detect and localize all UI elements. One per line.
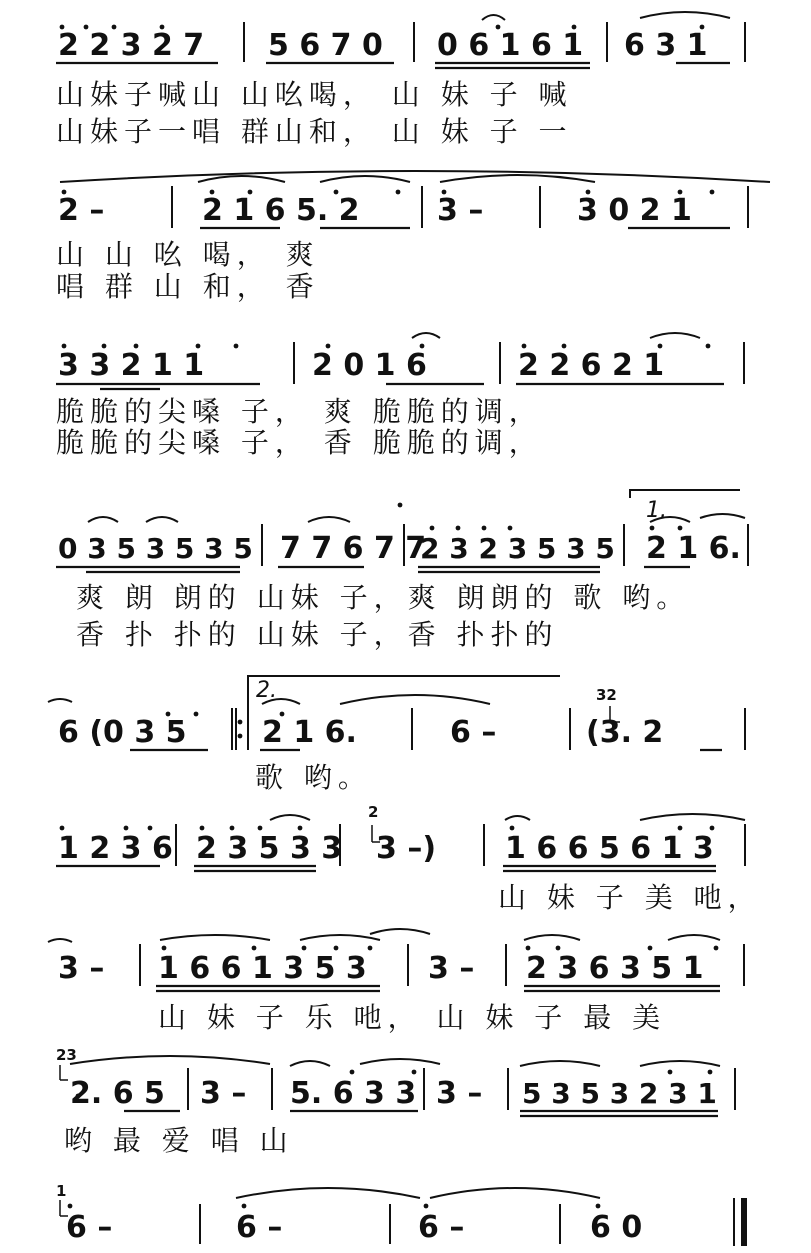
octave-dot-163 [668,1070,673,1075]
slur-72 [700,514,745,518]
row5-measure3: 6 – [450,715,497,750]
octave-dot-162 [412,1070,417,1075]
octave-dot-75 [456,526,461,531]
slur-25 [60,171,770,182]
row9-grace-notes: 1 [56,1182,67,1200]
slur-159 [520,1061,600,1066]
row8-measure5: 5 3 5 3 2 3 1 [522,1077,717,1110]
octave-dot-79 [678,526,683,531]
row6-measure2: 2 3 5 3 3 [196,831,343,866]
row1-measure2: 5 6 7 0 [268,28,383,63]
octave-dot-116 [230,826,235,831]
octave-dot-74 [430,526,435,531]
octave-dot-121 [710,826,715,831]
octave-dot-113 [124,826,129,831]
octave-dot-86 [238,720,243,725]
octave-dot-141 [334,946,339,951]
octave-dot-77 [508,526,513,531]
row7-measure2: 1 6 6 1 3 5 3 [158,951,367,986]
octave-dot-115 [200,826,205,831]
row3-lyric-verse2: 脆脆的尖嗓 子， 香 脆脆的调， [56,426,543,459]
row8-grace-notes: 23 [56,1046,77,1064]
octave-dot-76 [482,526,487,531]
slur-158 [360,1059,440,1064]
slur-28 [440,175,595,182]
row6-grace-notes: 2 [368,803,379,821]
octave-dot-145 [648,946,653,951]
octave-dot-112 [60,826,65,831]
volta-bracket-73 [630,490,740,498]
row8-measure2: 3 – [200,1076,247,1111]
row3-measure2: 2 0 1 6 [312,348,427,383]
row7-measure4: 2 3 6 3 5 1 [526,951,704,986]
row4-lyric-verse1: 爽 朗 朗的 山妹 子，爽 朗朗的 歌 哟。 [76,581,691,614]
slur-134 [300,935,380,940]
row8-lyric: 哟 最 爱 唱 山 [64,1124,294,1157]
octave-dot-142 [368,946,373,951]
row1-lyric-verse1: 山妹子喊山 山吆喝， 山 妹 子 喊 [56,78,573,111]
row1-lyric-verse2: 山妹子一唱 群山和， 山 妹 子 一 [56,115,573,148]
octave-dot-175 [68,1204,73,1209]
row5-measure1: 6 (0 3 5 [58,715,187,750]
row4-measure3: 2 3 2 3 5 3 5 [420,532,615,565]
slur-135 [370,929,430,934]
row5-grace-notes: 32 [596,686,617,704]
octave-dot-57 [706,344,711,349]
slur-173 [236,1188,420,1198]
octave-dot-37 [710,190,715,195]
row6-measure3: 3 –) [376,831,437,866]
slur-10 [640,12,730,18]
octave-dot-119 [510,826,515,831]
row7-lyric: 山 妹 子 乐 吔， 山 妹 子 最 美 [158,1001,667,1034]
slur-136 [524,935,580,940]
slur-46 [650,333,700,338]
octave-dot-138 [162,946,167,951]
octave-dot-139 [252,946,257,951]
octave-dot-78 [650,526,655,531]
slur-160 [640,1061,720,1066]
slur-69 [146,517,178,522]
octave-dot-114 [148,826,153,831]
row6-measure4: 1 6 6 5 6 1 3 [505,831,714,866]
slur-26 [198,176,285,182]
slur-93 [340,695,490,704]
octave-dot-176 [242,1204,247,1209]
octave-dot-177 [424,1204,429,1209]
octave-dot-146 [714,946,719,951]
row2-lyric-verse2: 唱 群 山 和， 香 [56,270,320,303]
slur-133 [160,935,270,940]
row7-measure1: 3 – [58,951,105,986]
slur-68 [88,517,118,522]
row5-lyric: 歌 哟。 [255,761,372,794]
row7-measure3: 3 – [428,951,475,986]
row2-measure4: 3 0 2 1 [577,193,692,228]
row9-measure2: 6 – [236,1210,283,1245]
row1-measure4: 6 3 1 [624,28,708,63]
octave-dot-96 [194,712,199,717]
row2-measure2: 2 1 6 5. 2 [202,193,360,228]
slur-157 [290,1061,330,1066]
slur-27 [320,176,410,182]
octave-dot-51 [234,344,239,349]
row5-measure2: 2 1 6. [262,715,357,750]
row4-measure2: 7 7 6 7 7 [280,531,427,566]
row4-measure4: 2 1 6. [646,531,741,566]
row1-measure3: 0 6 1 6 1 [437,28,584,63]
row9-measure1: 6 – [66,1210,113,1245]
row2-measure3: 3 – [437,193,484,228]
row3-lyric-verse1: 脆脆的尖嗓 子， 爽 脆脆的调， [56,395,543,428]
octave-dot-117 [258,826,263,831]
row8-measure3: 5. 6 3 3 [290,1076,417,1111]
row5-volta-number: 2. [256,678,277,703]
row1-measure1: 2 2 3 2 7 [58,28,205,63]
octave-dot-143 [526,946,531,951]
slur-111 [640,814,745,820]
slur-156 [70,1056,270,1064]
octave-dot-181 [398,503,403,508]
row5-measure4: (3. 2 [586,715,664,750]
row3-measure3: 2 2 6 2 1 [518,348,665,383]
octave-dot-161 [350,1070,355,1075]
octave-dot-140 [302,946,307,951]
row6-measure1: 1 2 3 6 [58,831,173,866]
octave-dot-87 [238,734,243,739]
volta-bracket-88 [248,676,560,690]
row4-measure1: 0 3 5 3 5 3 5 [58,532,253,565]
octave-dot-164 [708,1070,713,1075]
row2-measure1: 2 – [58,193,105,228]
row8-measure1: 2. 6 5 [70,1076,165,1111]
octave-dot-144 [556,946,561,951]
slur-109 [270,815,310,820]
slur-174 [430,1188,600,1198]
slur-110 [505,816,530,820]
row3-measure1: 3 3 2 1 1 [58,348,205,383]
row4-volta-number: 1. [646,498,667,523]
slur-45 [412,333,440,338]
slur-9 [482,15,505,20]
row9-measure4: 6 0 [590,1210,643,1245]
slur-137 [668,935,720,940]
octave-dot-120 [678,826,683,831]
slur-70 [308,517,350,522]
row6-lyric: 山 妹 子 美 吔， [498,881,762,914]
row8-measure4: 3 – [436,1076,483,1111]
row2-lyric-verse1: 山 山 吆 喝， 爽 [56,238,320,271]
row4-lyric-verse2: 香 扑 扑的 山妹 子，香 扑扑的 [76,618,559,651]
octave-dot-118 [298,826,303,831]
row9-measure3: 6 – [418,1210,465,1245]
octave-dot-178 [596,1204,601,1209]
slur-132 [48,939,72,942]
slur-94 [48,699,72,702]
octave-dot-33 [396,190,401,195]
